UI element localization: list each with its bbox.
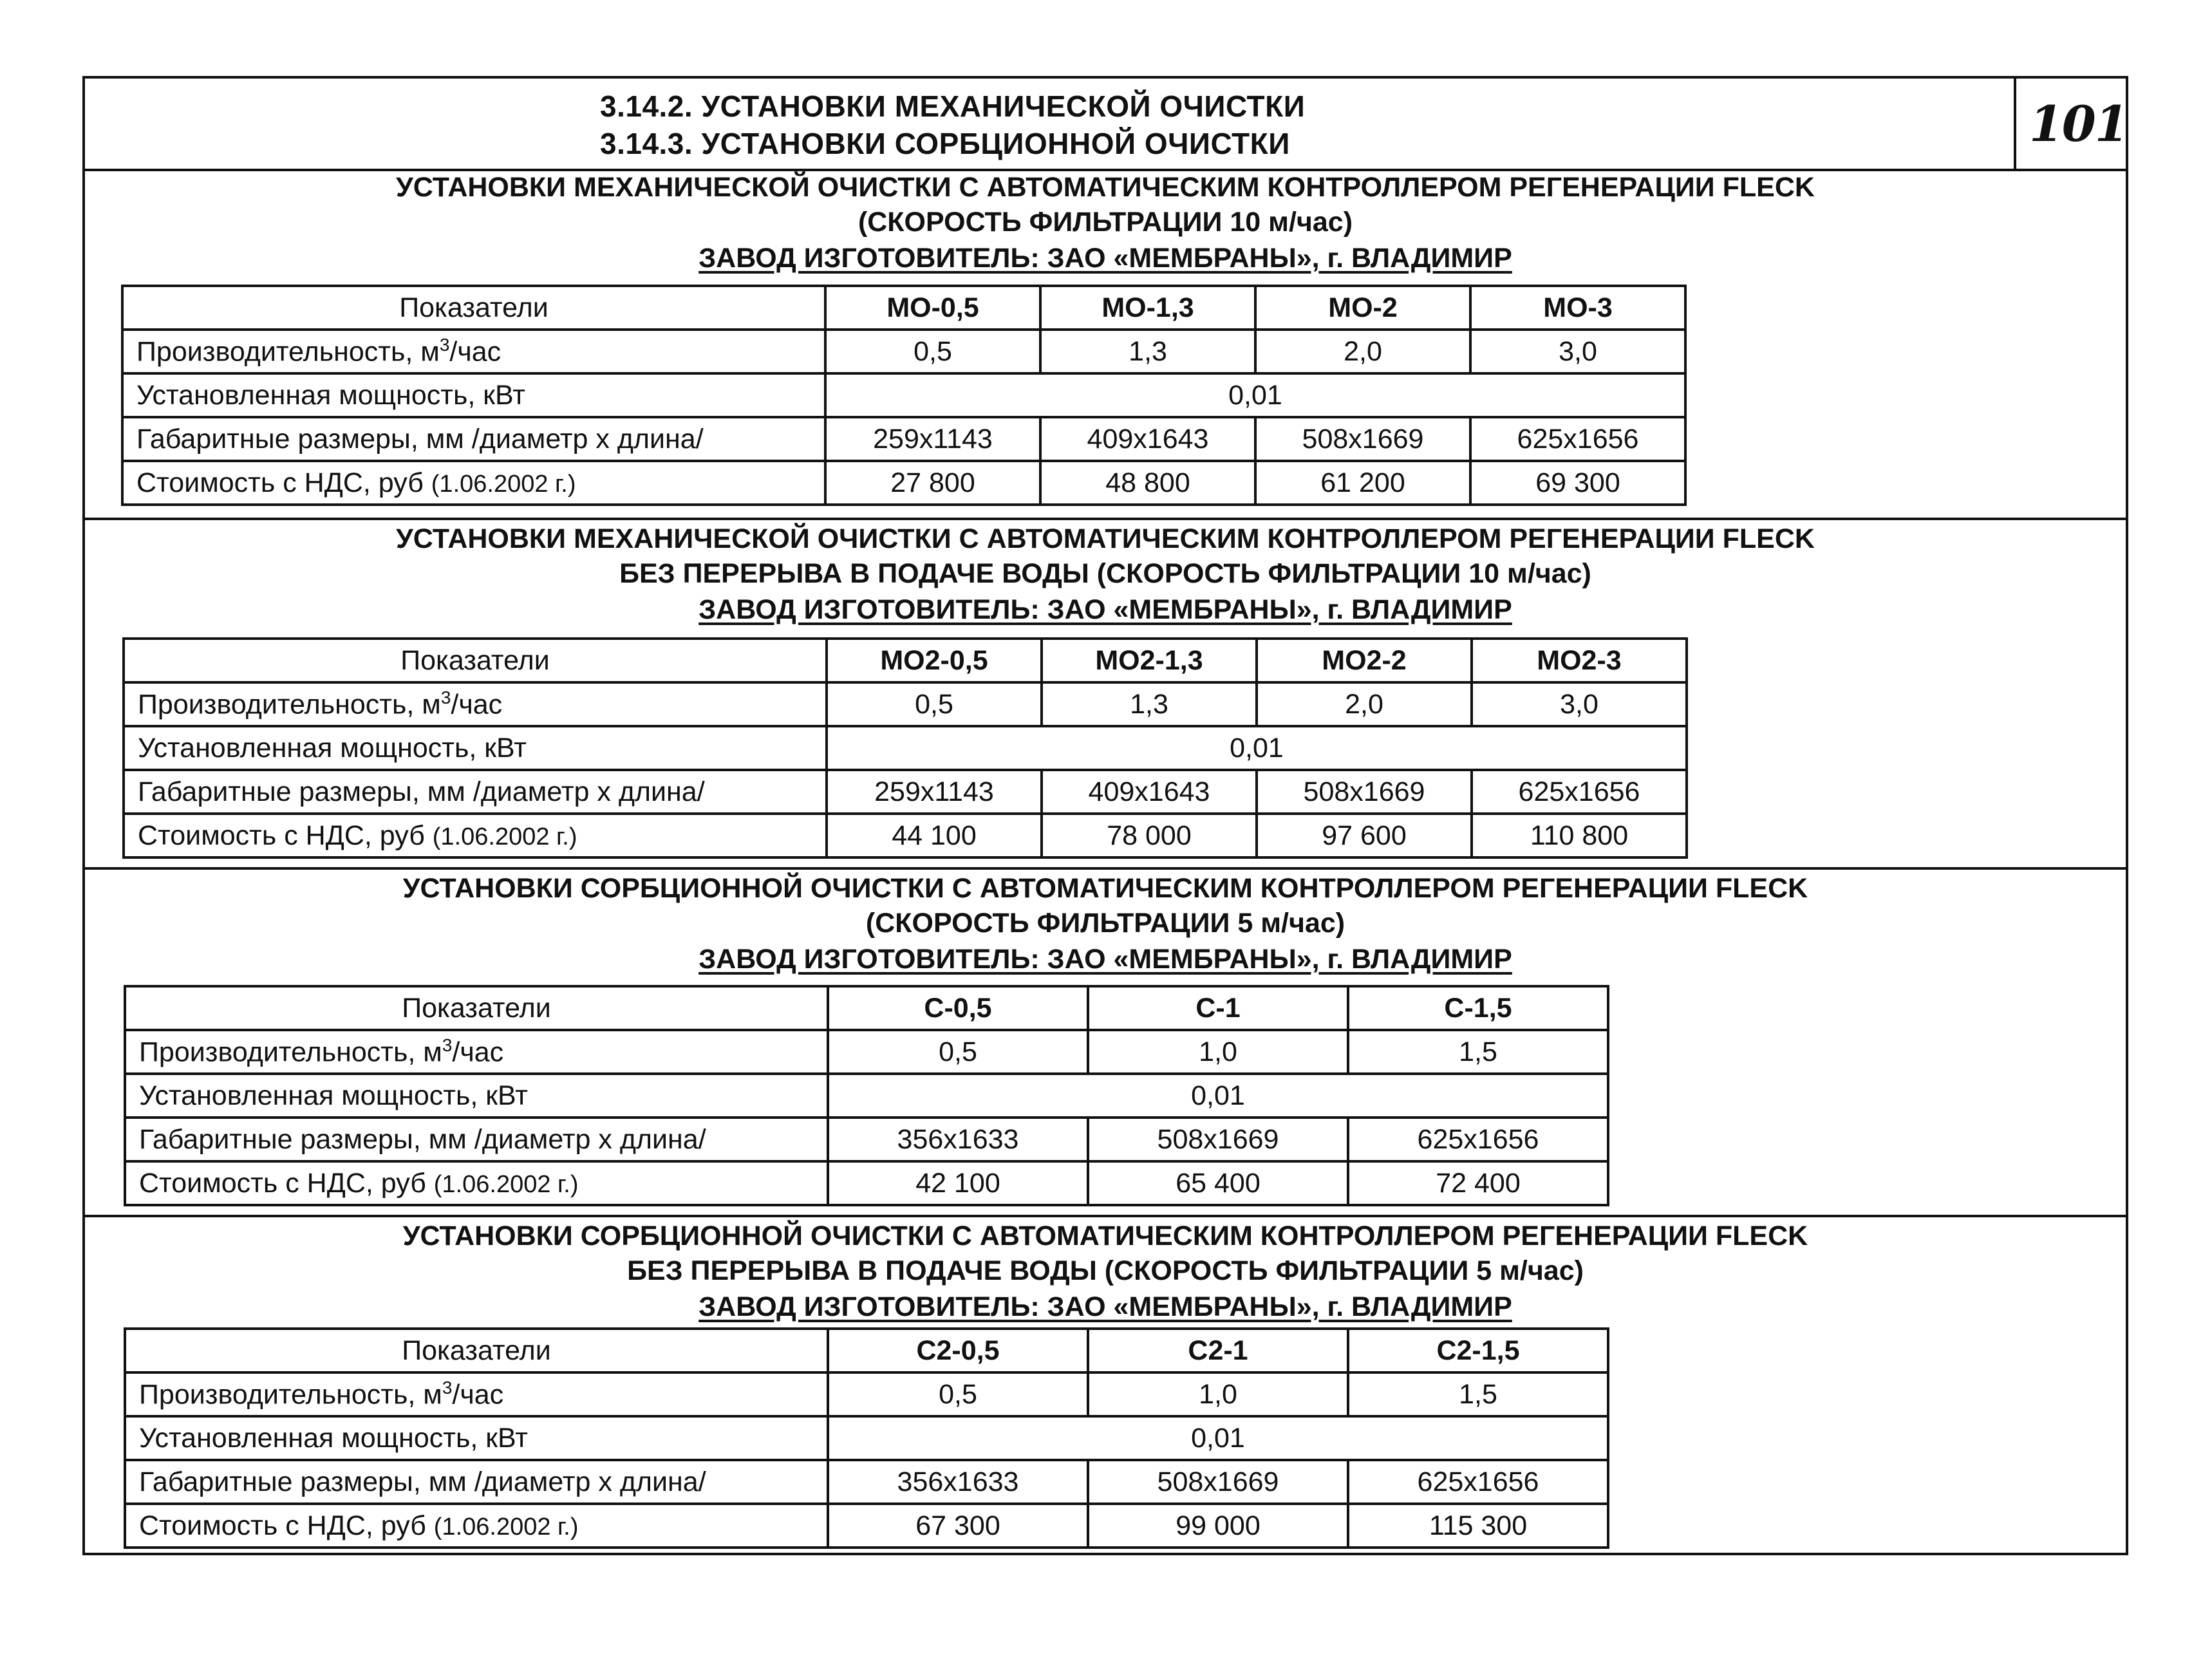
capacity-label-text: Производительность, м	[139, 1379, 442, 1410]
cost-value: 27 800	[825, 461, 1040, 505]
row-label-power: Установленная мощность, кВт	[125, 1416, 828, 1460]
manufacturer-text: ЗАВОД ИЗГОТОВИТЕЛЬ: ЗАО «МЕМБРАНЫ», г. ВЛАДИМИР	[698, 594, 1512, 625]
row-label-dimensions: Габаритные размеры, мм /диаметр х длина/	[125, 1460, 828, 1504]
power-value: 0,01	[825, 373, 1685, 417]
column-header-indicators: Показатели	[125, 1329, 828, 1372]
row-label-cost	[125, 1161, 828, 1205]
cost-value: 69 300	[1470, 461, 1685, 505]
capacity-value: 0,5	[827, 682, 1042, 726]
dimensions-value: 508x1669	[1257, 770, 1472, 814]
spec-section	[85, 867, 2126, 1215]
table-header-row	[122, 286, 1685, 330]
capacity-value: 1,5	[1348, 1030, 1608, 1074]
column-header-model: МО2-2	[1257, 639, 1472, 682]
power-value: 0,01	[827, 726, 1687, 770]
dimensions-value: 259x1143	[827, 770, 1042, 814]
column-header-model: МО2-3	[1472, 639, 1687, 682]
table-row-capacity	[125, 1372, 1608, 1416]
capacity-value: 1,0	[1088, 1372, 1348, 1416]
table-header-row	[124, 639, 1687, 682]
table-row-dimensions	[124, 770, 1687, 814]
cost-date-text: (1.06.2002 г.)	[431, 470, 576, 498]
section-subtitle: (СКОРОСТЬ ФИЛЬТРАЦИИ 5 м/час)	[865, 908, 1345, 939]
heading-1-text: УСТАНОВКИ МЕХАНИЧЕСКОЙ ОЧИСТКИ	[701, 89, 1306, 123]
cost-label-text: Стоимость с НДС, руб	[138, 819, 433, 851]
heading-2-number: 3.14.3.	[600, 127, 693, 160]
capacity-value: 1,3	[1040, 330, 1255, 373]
spec-table	[121, 285, 1687, 506]
table-row-power	[125, 1416, 1608, 1460]
heading-line-2	[600, 126, 1290, 161]
table-row-cost	[124, 814, 1687, 857]
row-label-dimensions: Габаритные размеры, мм /диаметр х длина/	[124, 770, 827, 814]
column-header-model: С-1,5	[1348, 986, 1608, 1030]
table-row-capacity	[124, 682, 1687, 726]
table-row-power	[122, 373, 1685, 417]
section-subtitle: БЕЗ ПЕРЕРЫВА В ПОДАЧЕ ВОДЫ (СКОРОСТЬ ФИЛЬТРАЦИИ 10 м/час)	[619, 558, 1591, 589]
capacity-unit-exponent: 3	[439, 335, 450, 355]
column-header-model: С-1	[1088, 986, 1348, 1030]
capacity-label-text: Производительность, м	[139, 1036, 442, 1068]
column-header-indicators: Показатели	[124, 639, 827, 682]
table-row-power	[125, 1074, 1608, 1118]
row-label-dimensions: Габаритные размеры, мм /диаметр х длина/	[122, 417, 825, 461]
cost-date-text: (1.06.2002 г.)	[432, 823, 577, 850]
capacity-value: 0,5	[825, 330, 1040, 373]
dimensions-value: 625x1656	[1348, 1118, 1608, 1161]
row-label-capacity	[125, 1030, 828, 1074]
spec-table	[124, 1327, 1609, 1549]
heading-line-1	[600, 89, 1305, 124]
section-title: УСТАНОВКИ МЕХАНИЧЕСКОЙ ОЧИСТКИ С АВТОМАТИЧЕСКИМ КОНТРОЛЛЕРОМ РЕГЕНЕРАЦИИ FLECK	[396, 523, 1815, 554]
cost-date-text: (1.06.2002 г.)	[433, 1170, 579, 1198]
column-header-model: С-0,5	[828, 986, 1088, 1030]
cost-value: 97 600	[1257, 814, 1472, 857]
section-title: УСТАНОВКИ МЕХАНИЧЕСКОЙ ОЧИСТКИ С АВТОМАТИЧЕСКИМ КОНТРОЛЛЕРОМ РЕГЕНЕРАЦИИ FLECK	[396, 172, 1815, 203]
capacity-value: 0,5	[828, 1030, 1088, 1074]
dimensions-value: 625x1656	[1472, 770, 1687, 814]
page-number-box	[2014, 79, 2126, 169]
table-row-dimensions	[125, 1118, 1608, 1161]
capacity-value: 0,5	[828, 1372, 1088, 1416]
cost-value: 110 800	[1472, 814, 1687, 857]
column-header-model: МО-0,5	[825, 286, 1040, 330]
column-header-model: МО-1,3	[1040, 286, 1255, 330]
table-header-row	[125, 986, 1608, 1030]
document-header	[85, 79, 2126, 171]
dimensions-value: 508x1669	[1088, 1118, 1348, 1161]
power-value: 0,01	[828, 1074, 1608, 1118]
spec-section	[85, 518, 2126, 867]
column-header-model: МО-2	[1255, 286, 1470, 330]
row-label-capacity	[125, 1372, 828, 1416]
table-row-cost	[125, 1161, 1608, 1205]
column-header-indicators: Показатели	[122, 286, 825, 330]
row-label-dimensions: Габаритные размеры, мм /диаметр х длина/	[125, 1118, 828, 1161]
column-header-model: МО-3	[1470, 286, 1685, 330]
column-header-model: С2-1,5	[1348, 1329, 1608, 1372]
row-label-cost	[125, 1504, 828, 1548]
dimensions-value: 409x1643	[1042, 770, 1257, 814]
cost-value: 42 100	[828, 1161, 1088, 1205]
heading-2-text: УСТАНОВКИ СОРБЦИОННОЙ ОЧИСТКИ	[701, 127, 1290, 160]
cost-label-text: Стоимость с НДС, руб	[139, 1167, 434, 1199]
spec-section	[85, 1215, 2126, 1555]
column-header-model: МО2-1,3	[1042, 639, 1257, 682]
dimensions-value: 625x1656	[1470, 417, 1685, 461]
spec-table	[124, 985, 1609, 1206]
manufacturer-line	[85, 1289, 2126, 1324]
section-title: УСТАНОВКИ СОРБЦИОННОЙ ОЧИСТКИ С АВТОМАТИЧЕСКИМ КОНТРОЛЛЕРОМ РЕГЕНЕРАЦИИ FLECK	[402, 1221, 1808, 1251]
spec-table	[122, 637, 1688, 859]
table-row-cost	[122, 461, 1685, 505]
table-header-row	[125, 1329, 1608, 1372]
cost-label-text: Стоимость с НДС, руб	[136, 467, 431, 498]
capacity-unit-suffix: /час	[449, 336, 501, 368]
section-title: УСТАНОВКИ СОРБЦИОННОЙ ОЧИСТКИ С АВТОМАТИЧЕСКИМ КОНТРОЛЛЕРОМ РЕГЕНЕРАЦИИ FLECK	[402, 873, 1808, 904]
capacity-label-text: Производительность, м	[136, 336, 440, 368]
capacity-value: 2,0	[1255, 330, 1470, 373]
document-frame	[82, 76, 2128, 1555]
manufacturer-text: ЗАВОД ИЗГОТОВИТЕЛЬ: ЗАО «МЕМБРАНЫ», г. ВЛАДИМИР	[698, 944, 1512, 975]
dimensions-value: 356x1633	[828, 1118, 1088, 1161]
capacity-value: 1,5	[1348, 1372, 1608, 1416]
capacity-value: 1,0	[1088, 1030, 1348, 1074]
dimensions-value: 508x1669	[1088, 1460, 1348, 1504]
section-subtitle: БЕЗ ПЕРЕРЫВА В ПОДАЧЕ ВОДЫ (СКОРОСТЬ ФИЛЬТРАЦИИ 5 м/час)	[627, 1255, 1584, 1286]
dimensions-value: 356x1633	[828, 1460, 1088, 1504]
cost-value: 61 200	[1255, 461, 1470, 505]
cost-value: 115 300	[1348, 1504, 1608, 1548]
cost-value: 65 400	[1088, 1161, 1348, 1205]
capacity-value: 2,0	[1257, 682, 1472, 726]
manufacturer-text: ЗАВОД ИЗГОТОВИТЕЛЬ: ЗАО «МЕМБРАНЫ», г. ВЛАДИМИР	[698, 243, 1512, 274]
capacity-unit-exponent: 3	[442, 1035, 453, 1056]
table-row-power	[124, 726, 1687, 770]
table-row-capacity	[122, 330, 1685, 373]
cost-value: 78 000	[1042, 814, 1257, 857]
capacity-unit-suffix: /час	[451, 689, 503, 720]
table-row-dimensions	[122, 417, 1685, 461]
capacity-unit-suffix: /час	[452, 1379, 504, 1410]
power-value: 0,01	[828, 1416, 1608, 1460]
cost-label-text: Стоимость с НДС, руб	[139, 1510, 434, 1541]
cost-value: 72 400	[1348, 1161, 1608, 1205]
capacity-value: 3,0	[1470, 330, 1685, 373]
manufacturer-line	[85, 592, 2126, 627]
dimensions-value: 409x1643	[1040, 417, 1255, 461]
page-number: 101	[2029, 95, 2128, 153]
row-label-power: Установленная мощность, кВт	[125, 1074, 828, 1118]
row-label-capacity	[124, 682, 827, 726]
column-header-model: С2-0,5	[828, 1329, 1088, 1372]
manufacturer-line	[85, 942, 2126, 977]
cost-value: 48 800	[1040, 461, 1255, 505]
row-label-power: Установленная мощность, кВт	[122, 373, 825, 417]
section-subtitle: (СКОРОСТЬ ФИЛЬТРАЦИИ 10 м/час)	[858, 207, 1353, 238]
column-header-model: С2-1	[1088, 1329, 1348, 1372]
capacity-unit-exponent: 3	[440, 688, 451, 708]
dimensions-value: 625x1656	[1348, 1460, 1608, 1504]
spec-section	[85, 169, 2126, 518]
column-header-indicators: Показатели	[125, 986, 828, 1030]
capacity-unit-exponent: 3	[442, 1378, 453, 1398]
row-label-power: Установленная мощность, кВт	[124, 726, 827, 770]
cost-value: 67 300	[828, 1504, 1088, 1548]
manufacturer-line	[85, 241, 2126, 276]
column-header-model: МО2-0,5	[827, 639, 1042, 682]
dimensions-value: 259x1143	[825, 417, 1040, 461]
capacity-value: 1,3	[1042, 682, 1257, 726]
capacity-unit-suffix: /час	[452, 1036, 504, 1068]
capacity-label-text: Производительность, м	[138, 689, 441, 720]
table-row-cost	[125, 1504, 1608, 1548]
row-label-cost	[122, 461, 825, 505]
cost-date-text: (1.06.2002 г.)	[433, 1513, 579, 1540]
cost-value: 44 100	[827, 814, 1042, 857]
dimensions-value: 508x1669	[1255, 417, 1470, 461]
manufacturer-text: ЗАВОД ИЗГОТОВИТЕЛЬ: ЗАО «МЕМБРАНЫ», г. ВЛАДИМИР	[698, 1291, 1512, 1322]
table-row-dimensions	[125, 1460, 1608, 1504]
capacity-value: 3,0	[1472, 682, 1687, 726]
heading-1-number: 3.14.2.	[600, 89, 693, 123]
cost-value: 99 000	[1088, 1504, 1348, 1548]
table-row-capacity	[125, 1030, 1608, 1074]
row-label-capacity	[122, 330, 825, 373]
row-label-cost	[124, 814, 827, 857]
